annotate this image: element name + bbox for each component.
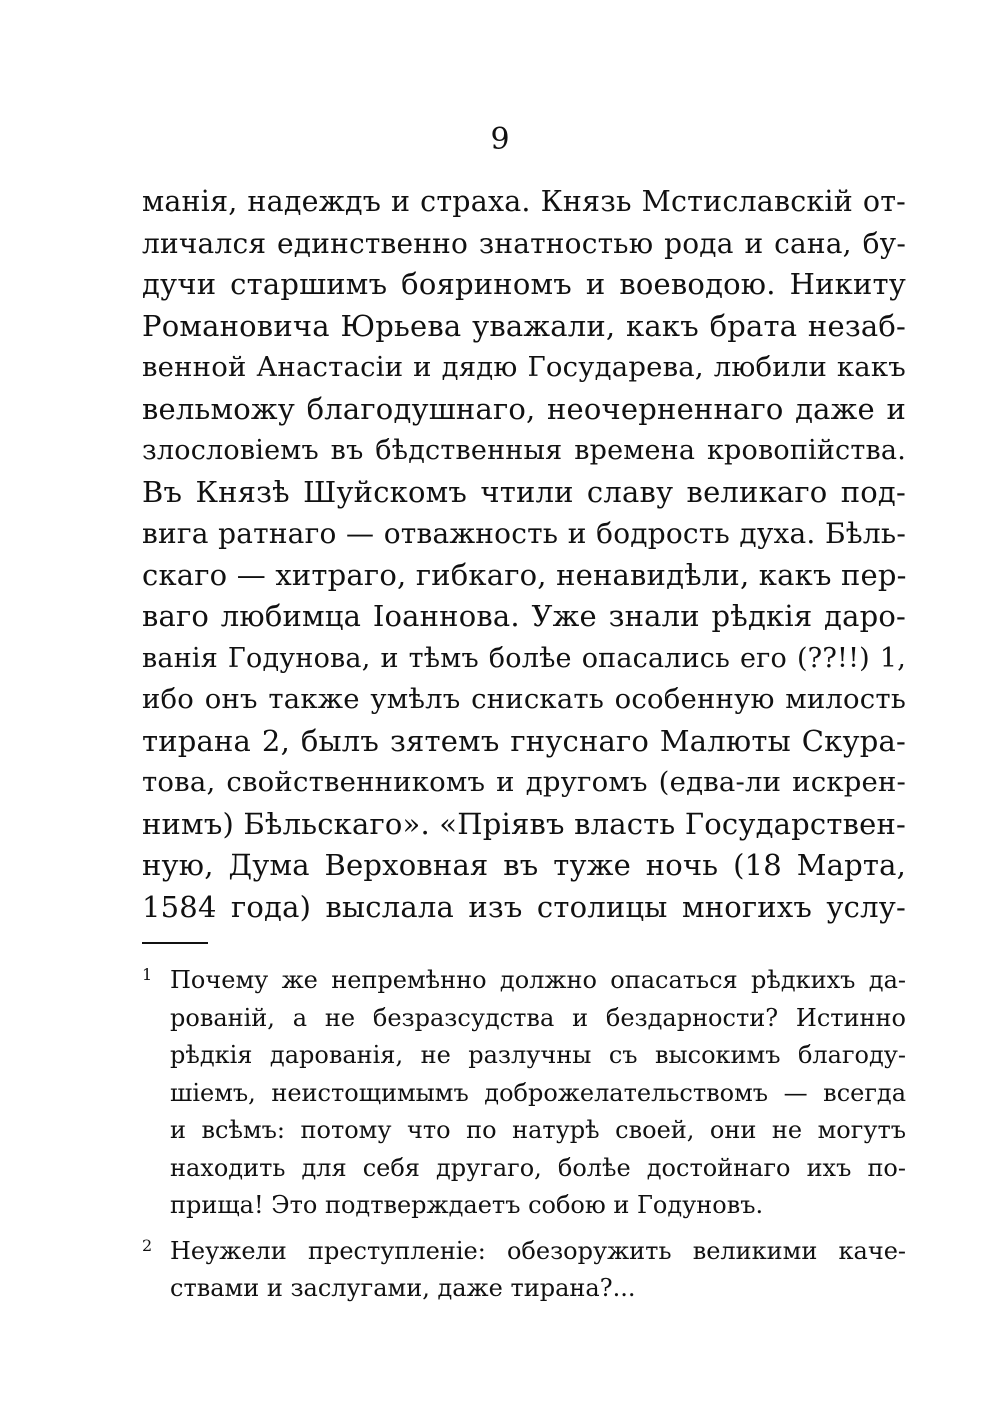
text-line: вельможу благодушнаго, неочерненнаго даже и <box>142 391 906 426</box>
footnote-1-line: находить для себя другаго, болѣе достойнаго ихъ по- <box>170 1153 906 1182</box>
footnote-1-line: рованій, а не безразсудства и бездарности? Истинно <box>170 1003 906 1032</box>
footnote-1-line: прища! Это подтверждаетъ собою и Годуновъ. <box>170 1191 764 1219</box>
text-line: ванія Годунова, и тѣмъ болѣе опасались его (??!!) 1, <box>142 642 906 674</box>
text-line: това, свойственникомъ и другомъ (едва-ли искрен- <box>142 766 906 798</box>
footnote-1-line: и всѣмъ: потому что по натурѣ своей, они не могутъ <box>170 1116 906 1144</box>
text-line: 1584 года) выслала изъ столицы многихъ услу- <box>142 889 906 924</box>
footnote-gap <box>142 1225 906 1233</box>
footnote-text: Почему же непремѣнно должно опасаться рѣдкихъ да- <box>170 966 906 994</box>
text-line: манія, надеждъ и страха. Князь Мстиславскій от- <box>142 185 906 218</box>
footnotes <box>142 962 906 1308</box>
page-number: 9 <box>490 122 510 157</box>
footnote-1-line: шіемъ, неистощимымъ доброжелательствомъ — всегда <box>170 1078 906 1107</box>
footnote-1-line <box>142 962 906 1000</box>
footnote-marker: 2 <box>142 1235 153 1255</box>
footnote-marker: 1 <box>142 965 153 984</box>
footnote-2-line <box>142 1233 906 1271</box>
footnote-2-line: ствами и заслугами, даже тирана?... <box>170 1274 636 1302</box>
text-line: венной Анастасіи и дядю Государева, любили какъ <box>142 351 906 383</box>
text-line: нимъ) Бѣльскаго». «Пріявъ власть Государствен- <box>142 806 906 841</box>
text-line: личался единственно знатностью рода и сана, бу- <box>142 226 906 260</box>
text-line: ную, Дума Верховная въ туже ночь (18 Марта, <box>142 848 906 882</box>
text-line: скаго — хитраго, гибкаго, ненавидѣли, какъ пер- <box>142 557 907 592</box>
text-line: тирана 2, былъ зятемъ гнуснаго Малюты Скура- <box>142 723 906 758</box>
text-line: ибо онъ также умѣлъ снискать особенную милость <box>142 683 906 715</box>
text-line: вига ратнаго — отважность и бодрость духа. Бѣль- <box>142 517 906 550</box>
text-line: ваго любимца Іоаннова. Уже знали рѣдкія даро- <box>142 599 906 633</box>
text-line: Романовича Юрьева уважали, какъ брата незаб- <box>142 308 906 343</box>
main-text <box>142 181 906 928</box>
footnote-text: Неужели преступленіе: обезоружить великими каче- <box>170 1236 906 1265</box>
footnote-divider <box>142 942 208 944</box>
text-line: Въ Князѣ Шуйскомъ чтили славу великаго под- <box>142 474 906 509</box>
text-line: дучи старшимъ бояриномъ и воеводою. Никиту <box>142 267 906 301</box>
footnote-1-line: рѣдкія дарованія, не разлучны съ высокимъ благоду- <box>170 1041 906 1069</box>
text-line: злословіемъ въ бѣдственныя времена кровопійства. <box>142 435 906 466</box>
